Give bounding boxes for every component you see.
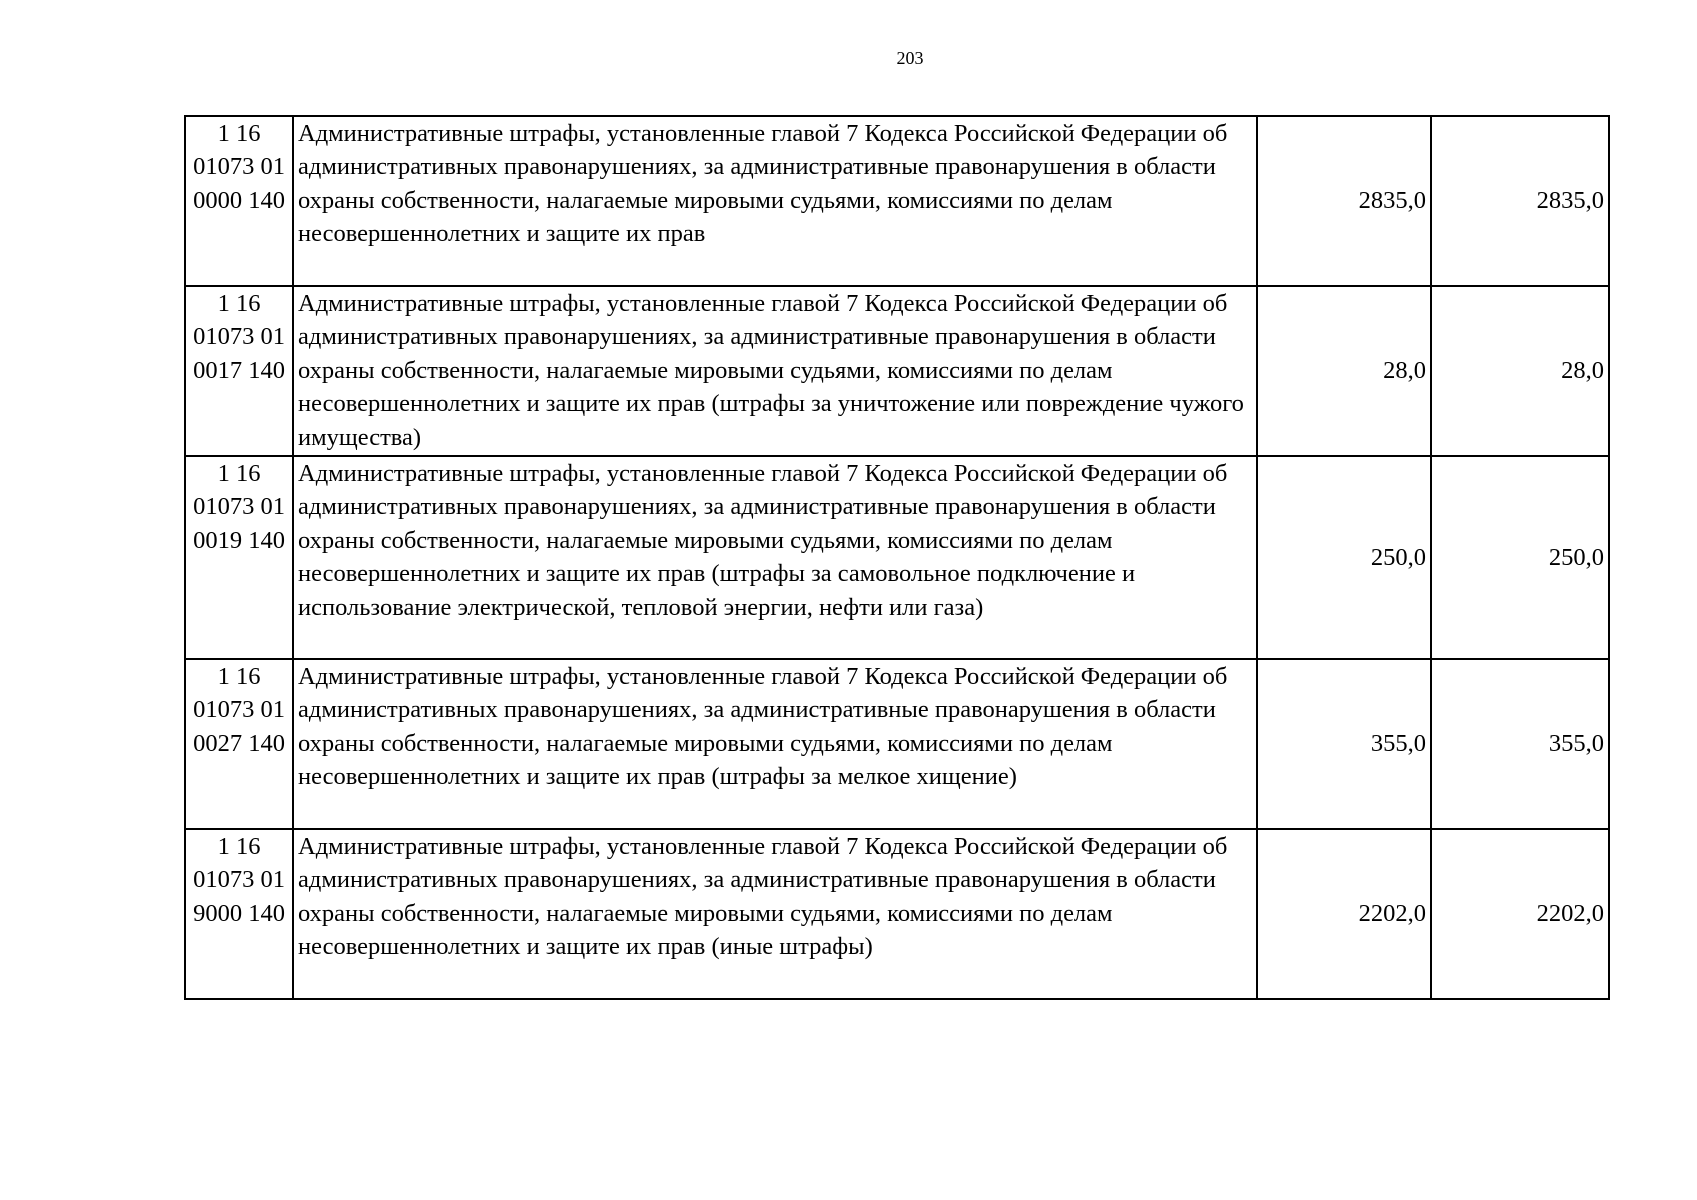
budget-code-cell <box>185 286 293 456</box>
budget-code-line: 1 16 <box>217 833 261 860</box>
amount-cell-2: 2835,0 <box>1431 116 1609 286</box>
amount-cell-2: 28,0 <box>1431 286 1609 456</box>
table-row <box>185 456 1609 659</box>
budget-code-line: 01073 01 <box>193 866 285 894</box>
budget-code-line: 1 16 <box>217 120 261 147</box>
table-row <box>185 659 1609 829</box>
revenue-name-cell: Административные штрафы, установленные главой 7 Кодекса Российской Федерации об административных правонарушениях, за административные правонарушения в области охраны собственности, налагаемые мировыми судьями, комиссиями по делам несовершеннолетних и защите их прав <box>293 116 1257 286</box>
page-number: 203 <box>896 48 924 68</box>
budget-code-line: 01073 01 <box>193 153 285 181</box>
budget-code-cell <box>185 456 293 659</box>
budget-code-line: 0017 140 <box>193 356 285 384</box>
amount-cell-1: 250,0 <box>1257 456 1431 659</box>
amount-cell-1: 2835,0 <box>1257 116 1431 286</box>
budget-table <box>184 115 1610 1000</box>
budget-code-line: 1 16 <box>217 460 261 487</box>
amount-cell-1: 28,0 <box>1257 286 1431 456</box>
revenue-name-cell: Административные штрафы, установленные главой 7 Кодекса Российской Федерации об административных правонарушениях, за административные правонарушения в области охраны собственности, налагаемые мировыми судьями, комиссиями по делам несовершеннолетних и защите их прав (штрафы за самовольное подключение и использование электрической, тепловой энергии, нефти или газа) <box>293 456 1257 659</box>
amount-cell-1: 355,0 <box>1257 659 1431 829</box>
budget-code-line: 0027 140 <box>193 729 285 757</box>
amount-cell-1: 2202,0 <box>1257 829 1431 999</box>
amount-cell-2: 355,0 <box>1431 659 1609 829</box>
budget-code-cell <box>185 659 293 829</box>
budget-code-line: 1 16 <box>217 290 261 317</box>
budget-code-line: 9000 140 <box>193 899 285 927</box>
revenue-name-cell: Административные штрафы, установленные главой 7 Кодекса Российской Федерации об административных правонарушениях, за административные правонарушения в области охраны собственности, налагаемые мировыми судьями, комиссиями по делам несовершеннолетних и защите их прав (штрафы за мелкое хищение) <box>293 659 1257 829</box>
revenue-name-cell: Административные штрафы, установленные главой 7 Кодекса Российской Федерации об административных правонарушениях, за административные правонарушения в области охраны собственности, налагаемые мировыми судьями, комиссиями по делам несовершеннолетних и защите их прав (иные штрафы) <box>293 829 1257 999</box>
table-row <box>185 829 1609 999</box>
budget-code-line: 01073 01 <box>193 696 285 724</box>
revenue-name-cell: Административные штрафы, установленные главой 7 Кодекса Российской Федерации об административных правонарушениях, за административные правонарушения в области охраны собственности, налагаемые мировыми судьями, комиссиями по делам несовершеннолетних и защите их прав (штрафы за уничтожение или повреждение чужого имущества) <box>293 286 1257 456</box>
budget-code-line: 1 16 <box>217 663 261 690</box>
budget-code-line: 01073 01 <box>193 323 285 351</box>
amount-cell-2: 2202,0 <box>1431 829 1609 999</box>
budget-code-cell <box>185 116 293 286</box>
amount-cell-2: 250,0 <box>1431 456 1609 659</box>
budget-code-line: 0000 140 <box>193 186 285 214</box>
table-row <box>185 116 1609 286</box>
budget-code-line: 01073 01 <box>193 493 285 521</box>
table-row <box>185 286 1609 456</box>
budget-code-cell <box>185 829 293 999</box>
budget-code-line: 0019 140 <box>193 526 285 554</box>
